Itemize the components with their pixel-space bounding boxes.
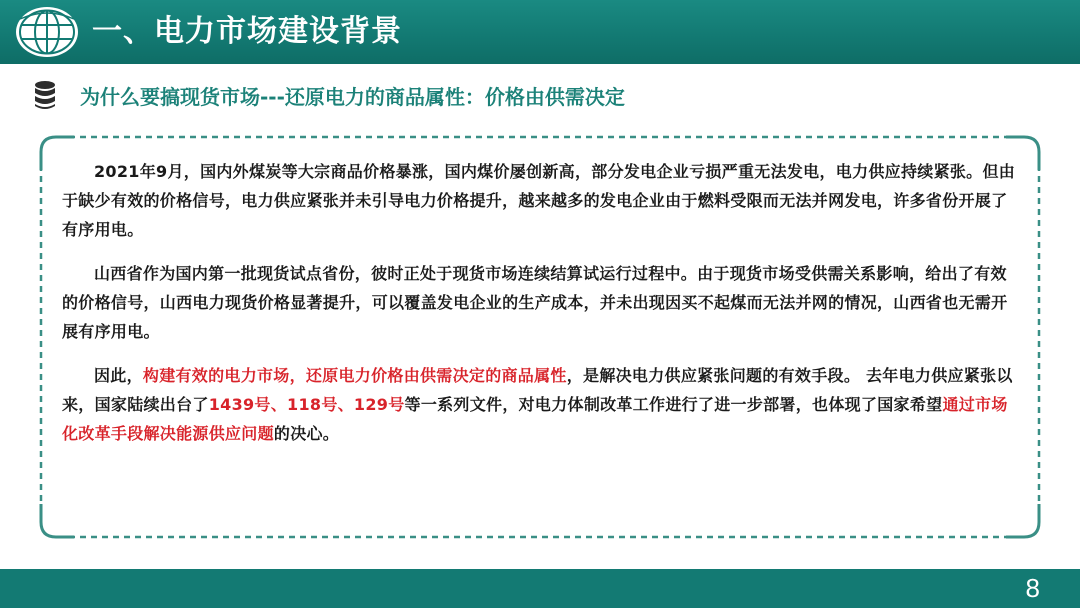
paragraph-1: 2021年9月，国内外煤炭等大宗商品价格暴涨，国内煤价屡创新高，部分发电企业亏损严重无法发电，电力供应持续紧张。但由于缺少有效的价格信号，电力供应紧张并未引导电力价格提升，越来越多的发电企业由于燃料受限而无法并网发电，许多省份开展了有序用电。 [62, 162, 1016, 239]
footer-bar [0, 569, 1080, 608]
section-subtitle: 为什么要搞现货市场---还原电力的商品属性：价格由供需决定 [80, 85, 625, 109]
paragraph-3-text: 等一系列文件，对电力体制改革工作进行了进一步部署，也体现了国家希望 [404, 395, 943, 414]
content-body [62, 157, 1022, 463]
paragraph-3-text: 的决心。 [273, 424, 340, 443]
paragraph-3-text: ，是解决电力供应紧张问题的有效手段。 去年电力供应紧张以来，国家陆续出台了 [62, 366, 1013, 414]
paragraph-3 [62, 361, 1022, 448]
page-title: 一、电力市场建设背景 [92, 14, 402, 49]
highlight-document-numbers: 1439号、118号、129号 [208, 395, 405, 414]
paragraph-2: 山西省作为国内第一批现货试点省份，彼时正处于现货市场连续结算试运行过程中。由于现货市场受供需关系影响，给出了有效的价格信号，山西电力现货价格显著提升，可以覆盖发电企业的生产成本，并未出现因买不起煤而无法并网的情况，山西省也无需开展有序用电。 [62, 264, 1008, 341]
highlight-market-building: 构建有效的电力市场，还原电力价格由供需决定的商品属性 [142, 366, 567, 385]
paragraph-3-text: 因此， [94, 366, 143, 385]
highlight-market-reform: 通过市场化改革手段解决能源供应问题 [62, 395, 1008, 443]
page-number: 8 [1025, 573, 1040, 603]
